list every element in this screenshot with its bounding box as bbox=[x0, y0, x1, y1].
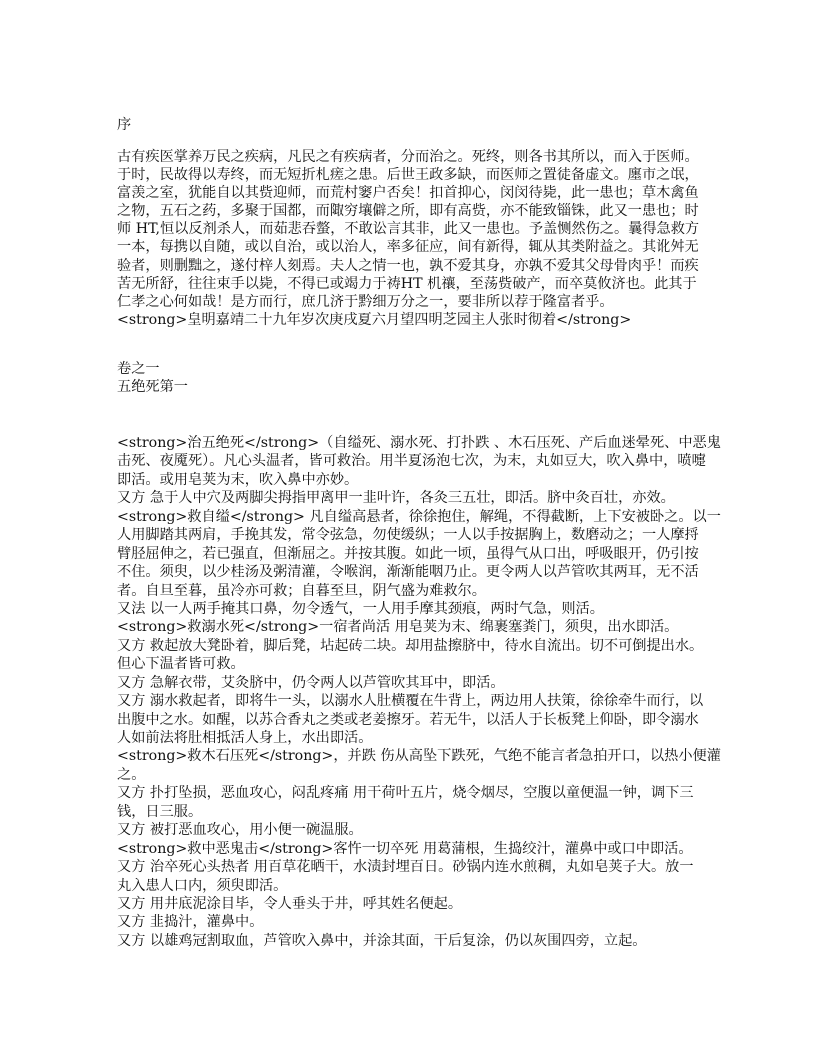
body-line: 又方 急解衣带，艾灸脐中，仍令两人以芦管吹其耳中，即活。 bbox=[117, 674, 505, 691]
preface-line: 富羡之室，犹能自以其赀迎师，而荒村窭户否矣！扣首抑心，闵闵待毙，此一患也；草木禽鱼 bbox=[117, 185, 699, 202]
body-line: 又方 救起放大凳卧着，脚后凳，坫起砖二块。却用盐擦脐中，待水自流出。切不可倒提出水。 bbox=[117, 637, 704, 654]
body-line: 之。 bbox=[117, 766, 146, 783]
body-line: <strong>救自缢</strong> 凡自缢高悬者，徐徐抱住，解绳，不得截断，上下安被卧之。以一 bbox=[117, 508, 721, 525]
body-line: <strong>救木石压死</strong>，并跌 伤从高坠下跌死，气绝不能言者急拍开口，以热小便灌 bbox=[117, 748, 721, 765]
chapter-body bbox=[117, 434, 721, 950]
body-line: 钱，日三服。 bbox=[117, 803, 203, 820]
body-line: 但心下温者皆可救。 bbox=[117, 656, 245, 673]
body-line: <strong>治五绝死</strong>（自缢死、溺水死、打扑跌 、木石压死、产后血迷晕死、中恶鬼 bbox=[117, 435, 721, 451]
body-line: 又方 用井底泥涂目毕，令人垂头于井，呼其姓名便起。 bbox=[117, 895, 463, 912]
preface-line: 于时，民故得以寿终，而无短折札瘥之患。后世王政多缺，而医师之置徒备虚文。廛市之氓， bbox=[117, 167, 699, 184]
preface-line: 验者，则删黜之，遂付梓人刻焉。夫人之情一也，孰不爱其身，亦孰不爱其父母骨肉乎！而疾 bbox=[117, 257, 699, 274]
body-line: 又方 以雄鸡冠割取血，芦管吹入鼻中，并涂其面，干后复涂，仍以灰围四旁，立起。 bbox=[117, 932, 647, 949]
preface-line: 古有疾医掌养万民之疾病，凡民之有疾病者，分而治之。死终，则各书其所以，而入于医师。 bbox=[117, 149, 699, 165]
body-line: 臂胫屈伸之，若已强直，但渐屈之。并按其腹。如此一顷，虽得气从口出，呼吸眼开，仍引按 bbox=[117, 545, 699, 562]
body-line: 又方 急于人中穴及两脚尖拇指甲离甲一韭叶许，各灸三五壮，即活。脐中灸百壮，亦效。 bbox=[117, 490, 675, 507]
body-line: 人如前法将肚相抵活人身上，水出即活。 bbox=[117, 730, 373, 746]
preface-line: 一本，每携以自随，或以自治，或以治人，率多征应，间有新得，辄从其类附益之。其讹舛无 bbox=[117, 239, 699, 256]
preface-line: 师 HT,恒以反剂杀人，而茹悲吞螫，不敢讼言其非，此又一患也。予盖恻然伤之。曩得急救方 bbox=[117, 221, 700, 238]
body-line: 又方 溺水救起者，即将牛一头，以溺水人肚横覆在牛背上，两边用人扶策，徐徐牵牛而行，以 bbox=[117, 693, 704, 710]
preface-section bbox=[117, 148, 717, 329]
body-line: 又方 扑打坠损，恶血攻心，闷乱疼痛 用干荷叶五片，烧令烟尽，空腹以童便温一钟，调下三 bbox=[117, 785, 694, 802]
chapter-title: 五绝死第一 bbox=[117, 379, 188, 396]
body-line: 人用脚踏其两肩，手挽其发，常令弦急，勿使缓纵；一人以手按据胸上，数磨动之；一人摩捋 bbox=[117, 527, 699, 544]
body-line: 不住。须臾，以少桂汤及粥清灌，令喉润，渐渐能咽乃止。更令两人以芦管吹其两耳，无不活 bbox=[117, 564, 699, 581]
preface-line: 仁孝之心何如哉！是方而行，庶几济于黔细万分之一，要非所以荐于隆富者乎。 bbox=[117, 293, 614, 310]
body-line: 者。自旦至暮，虽冷亦可救；自暮至旦，阴气盛为难救尔。 bbox=[117, 582, 486, 599]
preface-line: 之物，五石之药，多聚于国都，而陬穷壤僻之所，即有高赀，亦不能致锱铢，此又一患也；时 bbox=[117, 203, 699, 220]
preface-line: 苦无所舒，往往束手以毙，不得已或竭力于祷HT 机禳，至荡赀破产，而卒莫攸济也。此其于 bbox=[117, 275, 697, 292]
body-line: 即活。或用皂荚为末，吹入鼻中亦妙。 bbox=[117, 471, 359, 488]
body-line: 击死、夜魇死）。凡心头温者，皆可救治。用半夏汤泡七次，为末，丸如豆大，吹入鼻中，喷嚏 bbox=[117, 453, 706, 470]
body-line: 出腹中之水。如醒，以苏合香丸之类或老姜擦牙。若无牛，以活人于长板凳上仰卧，即令溺水 bbox=[117, 711, 699, 728]
volume-title: 卷之一 bbox=[117, 361, 160, 377]
preface-line: <strong>皇明嘉靖二十九年岁次庚戌夏六月望四明芝园主人张时彻着</strong> bbox=[117, 311, 632, 328]
body-line: <strong>救中恶鬼击</strong>客忤一切卒死 用葛蒲根，生捣绞汁，灌鼻中或口中即活。 bbox=[117, 840, 693, 857]
chapter-heading bbox=[117, 360, 717, 396]
body-line: 又方 被打恶血攻心，用小便一碗温服。 bbox=[117, 822, 363, 839]
body-line: <strong>救溺水死</strong>一宿者尚活 用皂荚为末、绵裹塞粪门，须臾，出水即活。 bbox=[117, 619, 679, 636]
body-line: 又方 治卒死心头热者 用百草花晒干，水渍封埋百日。砂锅内连水煎稠，丸如皂荚子大。放一 bbox=[117, 859, 694, 876]
body-line: 又法 以一人两手掩其口鼻，勿令透气，一人用手摩其颈痕，两时气急，则活。 bbox=[117, 600, 604, 617]
document-title bbox=[117, 116, 717, 134]
title-text: 序 bbox=[117, 117, 132, 133]
body-line: 又方 韭捣汁，灌鼻中。 bbox=[117, 914, 264, 931]
body-line: 丸入患人口内，须臾即活。 bbox=[117, 877, 288, 894]
